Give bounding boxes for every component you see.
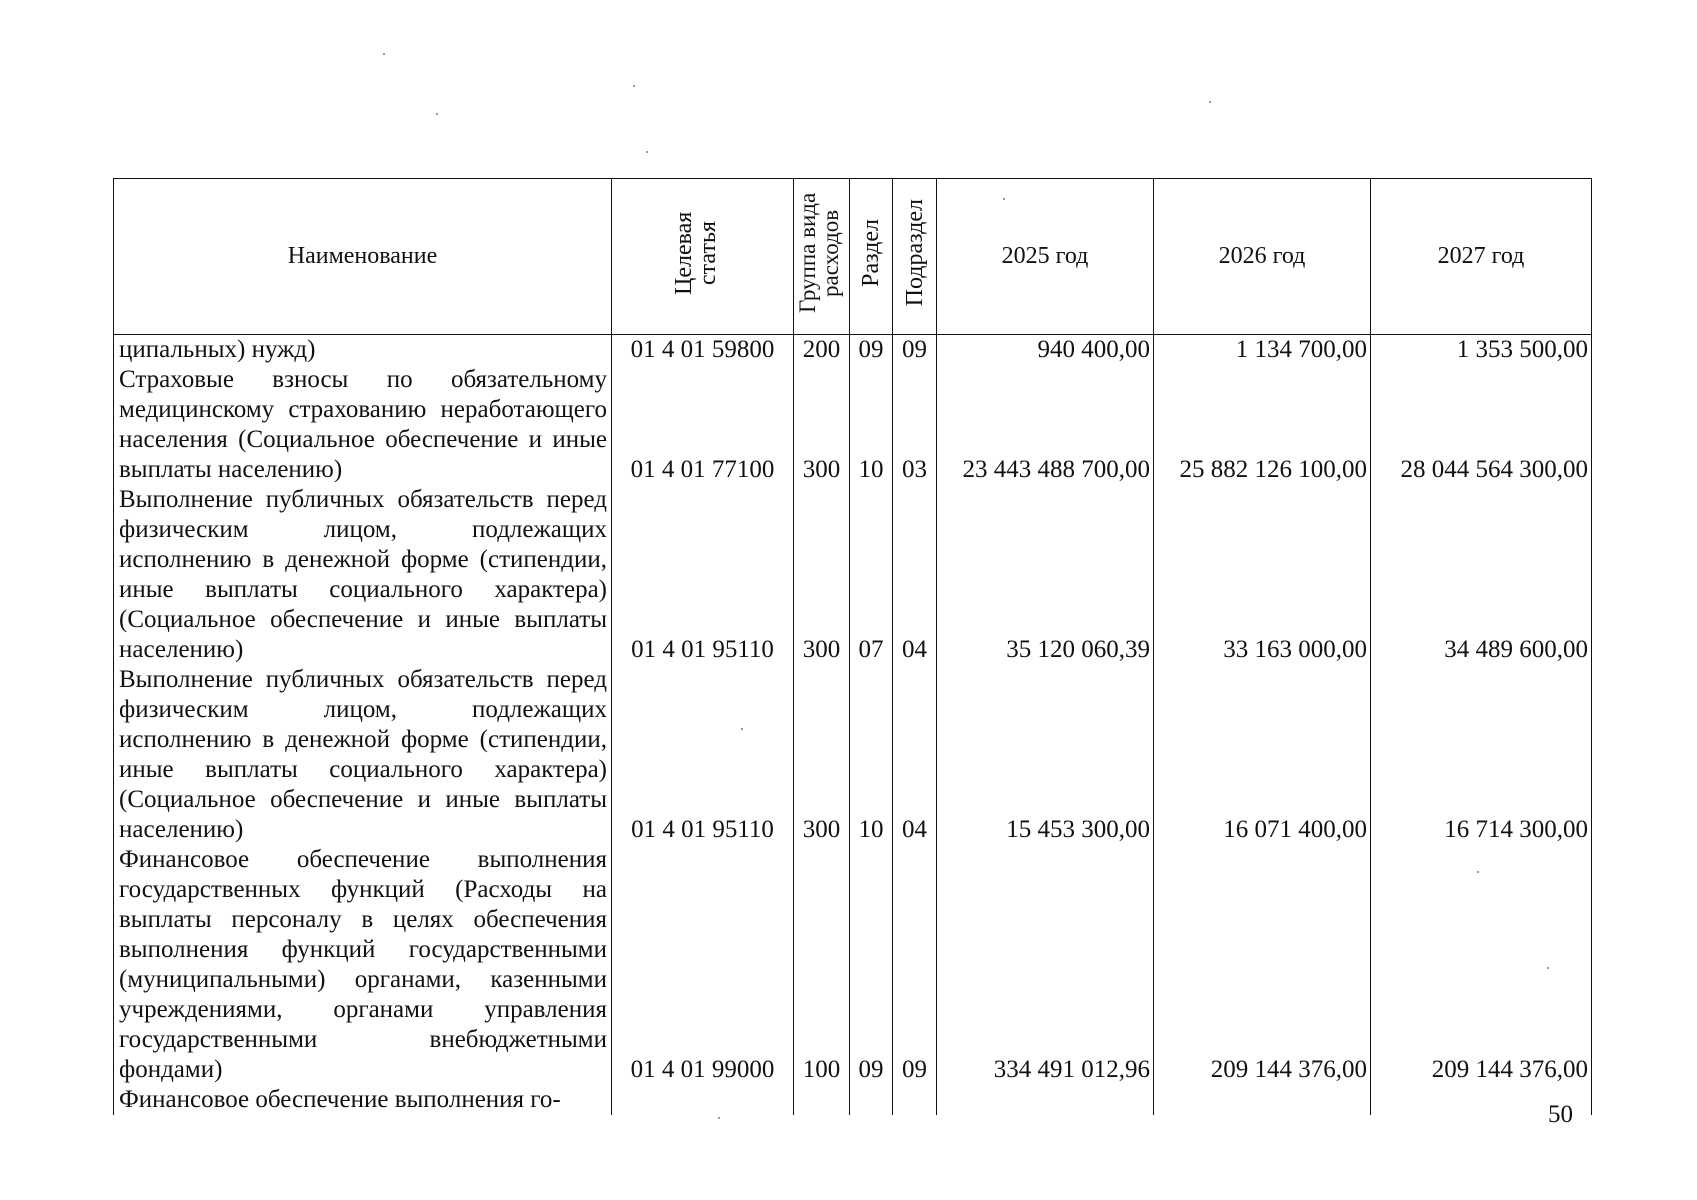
row-subsection: 04 <box>893 665 937 845</box>
row-section: 10 <box>850 365 893 485</box>
row-2025: 15 453 300,00 <box>937 665 1154 845</box>
row-code <box>612 1085 794 1115</box>
row-2026: 33 163 000,00 <box>1154 485 1371 665</box>
header-year-2026: 2026 год <box>1154 179 1371 335</box>
row-2025: 35 120 060,39 <box>937 485 1154 665</box>
row-group <box>794 1085 850 1115</box>
row-2027: 1 353 500,00 <box>1371 335 1592 366</box>
row-subsection: 09 <box>893 335 937 366</box>
row-name: Выполнение публичных обязательств перед физическим лицом, подлежащих исполнению в денежной форме (стипендии, иные выплаты социального характера) (Социальное обеспечение и иные выплаты населению) <box>114 485 612 665</box>
table-row <box>114 365 1592 485</box>
scan-speck <box>383 53 385 55</box>
scan-speck <box>1209 101 1211 103</box>
table-header <box>114 179 1592 335</box>
row-2026: 209 144 376,00 <box>1154 845 1371 1085</box>
scan-speck <box>1547 967 1549 969</box>
header-year-2025: 2025 год <box>937 179 1154 335</box>
row-section: 10 <box>850 665 893 845</box>
row-section <box>850 1085 893 1115</box>
row-name: Финансовое обеспечение выполнения го- <box>114 1085 612 1115</box>
table-row <box>114 335 1592 366</box>
row-2026: 1 134 700,00 <box>1154 335 1371 366</box>
row-subsection: 04 <box>893 485 937 665</box>
row-subsection: 03 <box>893 365 937 485</box>
row-name: Страховые взносы по обязательному медицинскому страхованию неработающего населения (Социальное обеспечение и иные выплаты населению) <box>114 365 612 485</box>
row-group: 300 <box>794 365 850 485</box>
row-group: 300 <box>794 485 850 665</box>
row-code: 01 4 01 59800 <box>612 335 794 366</box>
row-2027: 16 714 300,00 <box>1371 665 1592 845</box>
row-2025: 23 443 488 700,00 <box>937 365 1154 485</box>
row-code: 01 4 01 77100 <box>612 365 794 485</box>
scan-speck <box>1477 871 1479 873</box>
table-row <box>114 665 1592 845</box>
row-group: 300 <box>794 665 850 845</box>
scan-speck <box>633 85 635 87</box>
row-2026: 25 882 126 100,00 <box>1154 365 1371 485</box>
row-subsection: 09 <box>893 845 937 1085</box>
scan-speck <box>1003 198 1005 200</box>
row-name: Выполнение публичных обязательств перед физическим лицом, подлежащих исполнению в денежной форме (стипендии, иные выплаты социального характера) (Социальное обеспечение и иные выплаты населению) <box>114 665 612 845</box>
row-code: 01 4 01 95110 <box>612 665 794 845</box>
row-group: 100 <box>794 845 850 1085</box>
table-row <box>114 845 1592 1085</box>
scan-speck <box>646 151 648 153</box>
row-2027: 28 044 564 300,00 <box>1371 365 1592 485</box>
row-code: 01 4 01 95110 <box>612 485 794 665</box>
row-2027: 209 144 376,00 <box>1371 845 1592 1085</box>
row-code: 01 4 01 99000 <box>612 845 794 1085</box>
row-name: ципальных) нужд) <box>114 335 612 366</box>
scan-speck <box>436 113 438 115</box>
row-subsection <box>893 1085 937 1115</box>
row-section: 09 <box>850 335 893 366</box>
table-row <box>114 485 1592 665</box>
row-group: 200 <box>794 335 850 366</box>
header-code: Целевая статья <box>612 179 794 335</box>
scan-speck <box>741 728 743 730</box>
row-2027: 34 489 600,00 <box>1371 485 1592 665</box>
row-section: 09 <box>850 845 893 1085</box>
header-name: Наименование <box>114 179 612 335</box>
row-2026 <box>1154 1085 1371 1115</box>
header-subsection: Подраздел <box>893 179 937 335</box>
row-2025 <box>937 1085 1154 1115</box>
row-section: 07 <box>850 485 893 665</box>
table-row <box>114 1085 1592 1115</box>
page-number: 50 <box>1548 1101 1573 1128</box>
header-group: Группа вида расходов <box>794 179 850 335</box>
scan-speck <box>718 1117 720 1119</box>
header-section: Раздел <box>850 179 893 335</box>
header-year-2027: 2027 год <box>1371 179 1592 335</box>
row-2025: 940 400,00 <box>937 335 1154 366</box>
row-2025: 334 491 012,96 <box>937 845 1154 1085</box>
row-2026: 16 071 400,00 <box>1154 665 1371 845</box>
row-name: Финансовое обеспечение выполнения государственных функций (Расходы на выплаты персоналу в целях обеспечения выполнения функций государственными (муниципальными) органами, казенными учреждениями, органами управления государственными внебюджетными фондами) <box>114 845 612 1085</box>
budget-table <box>113 178 1592 1115</box>
